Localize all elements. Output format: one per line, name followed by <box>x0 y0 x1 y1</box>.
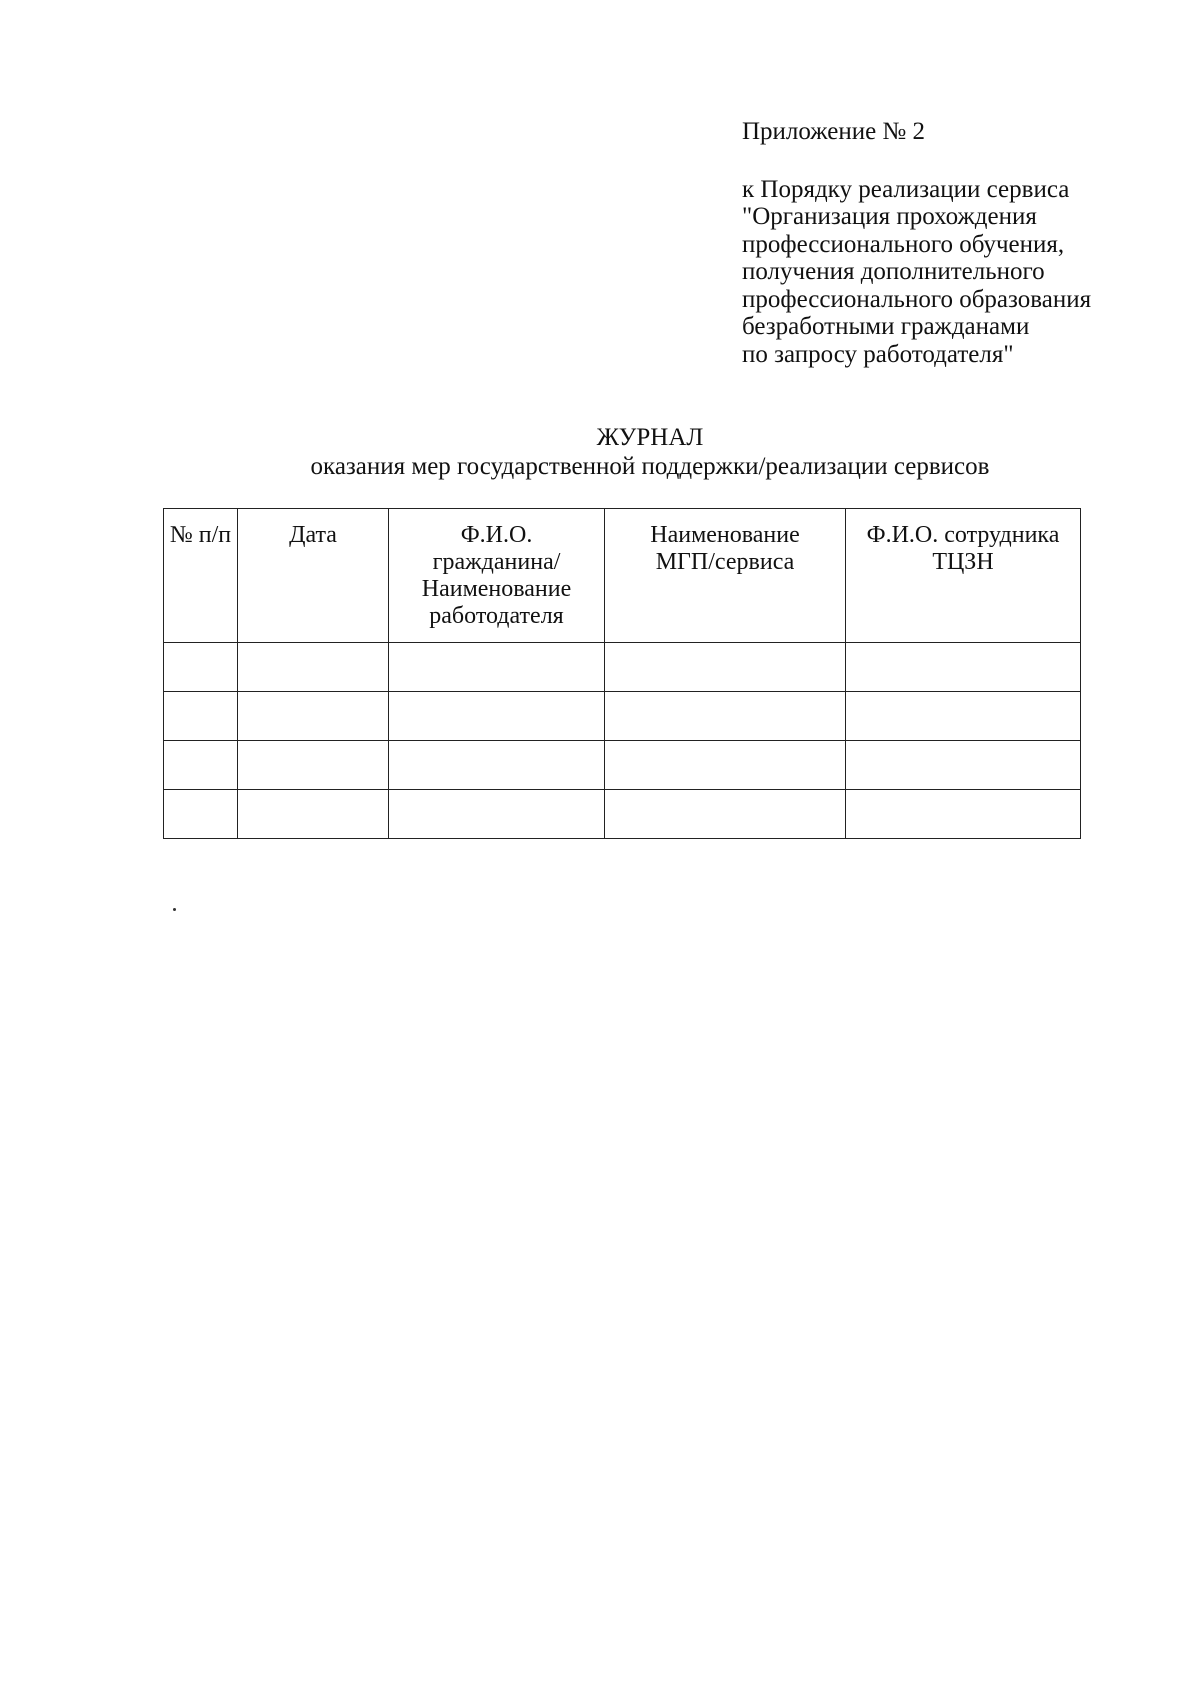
table-cell <box>389 692 605 741</box>
table-cell <box>389 790 605 839</box>
appendix-description <box>742 176 1162 369</box>
table-cell <box>605 692 846 741</box>
appendix-line: "Организация прохождения <box>742 203 1037 230</box>
table-cell <box>164 692 238 741</box>
table-cell <box>164 643 238 692</box>
table-cell <box>164 741 238 790</box>
table-row <box>164 643 1081 692</box>
table-row <box>164 692 1081 741</box>
header-line: МГП/сервиса <box>655 549 795 575</box>
journal-subtitle: оказания мер государственной поддержки/реализации сервисов <box>310 453 990 480</box>
column-header-service-name <box>605 509 846 643</box>
header-line: Дата <box>289 522 337 548</box>
table-cell <box>605 790 846 839</box>
appendix-line: к Порядку реализации сервиса <box>742 175 1070 203</box>
column-header-citizen-employer <box>389 509 605 643</box>
table-cell <box>605 643 846 692</box>
table-cell <box>238 692 389 741</box>
appendix-line: по запросу работодателя" <box>742 340 1014 368</box>
header-line: работодателя <box>429 603 564 629</box>
appendix-block <box>742 118 1162 368</box>
table-cell <box>164 790 238 839</box>
appendix-title: Приложение № 2 <box>742 118 926 145</box>
header-line: гражданина/ <box>432 549 561 575</box>
header-line: ТЦЗН <box>932 549 994 575</box>
appendix-line: профессионального образования <box>742 285 1092 313</box>
appendix-line: профессионального обучения, <box>742 230 1065 258</box>
header-line: Наименование <box>650 522 800 548</box>
scan-dot-mark <box>173 908 176 911</box>
journal-title: ЖУРНАЛ <box>596 424 704 451</box>
table-cell <box>846 692 1081 741</box>
table-cell <box>846 741 1081 790</box>
table-cell <box>238 790 389 839</box>
table-cell <box>389 741 605 790</box>
table-header-row <box>164 509 1081 643</box>
table-cell <box>605 741 846 790</box>
table-cell <box>238 741 389 790</box>
table-cell <box>846 643 1081 692</box>
journal-heading <box>160 423 1140 481</box>
appendix-line: получения дополнительного <box>742 258 1045 285</box>
table-row <box>164 790 1081 839</box>
table-cell <box>238 643 389 692</box>
journal-table <box>163 508 1081 839</box>
header-line: Ф.И.О. <box>460 522 533 548</box>
header-line: Ф.И.О. сотрудника <box>866 522 1060 548</box>
table-row <box>164 741 1081 790</box>
table-cell <box>846 790 1081 839</box>
column-header-number <box>164 509 238 643</box>
column-header-date <box>238 509 389 643</box>
header-line: № п/п <box>169 522 232 548</box>
column-header-employee <box>846 509 1081 643</box>
appendix-line: безработными гражданами <box>742 313 1030 340</box>
header-line: Наименование <box>421 576 572 602</box>
table-cell <box>389 643 605 692</box>
